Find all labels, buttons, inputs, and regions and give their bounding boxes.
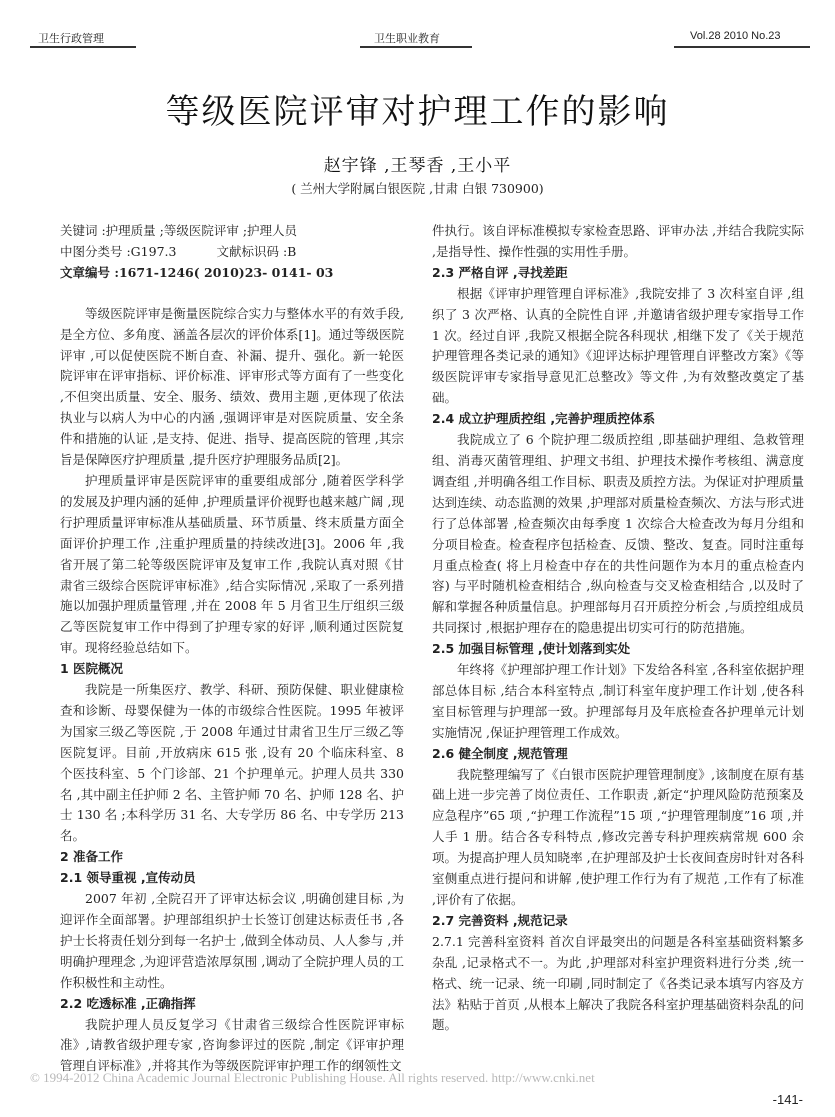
body-paragraph: 我院是一所集医疗、教学、科研、预防保健、职业健康检查和诊断、母婴保健为一体的市级综合性医院。1995 年被评为国家三级乙等医院 ,于 2008 年通过甘肃省卫生厅三级乙等医院复评。目前 ,开放病床 615 张 ,设有 20 个临床科室、8 个医技科室、5 个门诊部、21 个护理单元。护理人员共 330 名 ,其中副主任护师 2 名、主管护师 70 名、护师 128 名、护士 130 名 ;本科学历 31 名、大专学历 86 名、中专学历 213 名。 (60, 682, 404, 844)
clc-number: 中图分类号 :G197.3 (60, 243, 177, 259)
subsection-heading: 2.4 成立护理质控组 ,完善护理质控体系 (432, 411, 656, 427)
subsection-heading: 2.1 领导重视 ,宣传动员 (60, 870, 196, 886)
header-rule-right (674, 46, 810, 48)
body-paragraph: 2007 年初 ,全院召开了评审达标会议 ,明确创建目标 ,为迎评作全面部署。护理部组织护士长签订创建达标责任书 ,各护士长将责任划分到每一名护士 ,做到全体动员、人人参与 ,并明确护理理念 ,为迎评营造浓厚氛围 ,调动了全院护理人员的工作积极性和主动性。 (60, 891, 404, 990)
classification-line (60, 242, 404, 263)
copyright-watermark: © 1994-2012 China Academic Journal Electronic Publishing House. All rights reserved. http://www.cnki.net (30, 1070, 595, 1085)
article-number: 文章编号 :1671-1246( 2010)23- 0141- 03 (60, 264, 334, 280)
section-heading: 2 准备工作 (60, 849, 124, 865)
header-section-label: 卫生行政管理 (38, 33, 104, 45)
intro-paragraph: 护理质量评审是医院评审的重要组成部分 ,随着医学科学的发展及护理内涵的延伸 ,护理质量评价视野也越来越广阔 ,现行护理质量评审标准从基础质量、环节质量、终末质量方面全面评价护理工作 ,注重护理质量的持续改进[3]。2006 年 ,我省开展了第二轮等级医院评审及复审工作 ,我院认真对照《甘肃省三级综合医院评审标准》,结合实际情况 ,采取了一系列措施以加强护理质量管理 ,并在 2008 年 5 月省卫生厅组织三级乙等医院复审工作中得到了护理专家的好评 ,顺利通过医院复审。现将经验总结如下。 (60, 472, 404, 656)
header-journal-name: 卫生职业教育 (374, 33, 440, 45)
header-issue-info: Vol.28 2010 No.23 (690, 30, 781, 42)
subsection-heading: 2.6 健全制度 ,规范管理 (432, 745, 568, 761)
page-number: -141- (772, 1092, 803, 1107)
author-list: 赵宇锋 ,王琴香 ,王小平 (323, 156, 512, 176)
body-paragraph: 件执行。该自评标准模拟专家检查思路、评审办法 ,并结合我院实际 ,是指导性、操作性强的实用性手册。 (432, 223, 804, 259)
right-column (432, 221, 804, 1036)
header-rule-center (360, 46, 472, 48)
body-paragraph: 年终将《护理部护理工作计划》下发给各科室 ,各科室依据护理部总体目标 ,结合本科室特点 ,制订科室年度护理工作计划 ,使各科室目标管理与护理部一致。护理部每月及年底检查各护理单元计划实施情况 ,保证护理管理工作成效。 (432, 662, 804, 740)
section-heading: 1 医院概况 (60, 661, 124, 677)
subsection-heading: 2.2 吃透标准 ,正确指挥 (60, 995, 196, 1011)
subsection-heading: 2.3 严格自评 ,寻找差距 (432, 264, 568, 280)
body-paragraph: 2.7.1 完善科室资料 首次自评最突出的问题是各科室基础资料繁多杂乱 ,记录格式不一。为此 ,护理部对科室护理资料进行分类 ,统一格式、统一记录、统一印刷 ,同时制定了《各类记录本填写内容及方法》粘贴于首页 ,从根本上解决了我院各科室护理基础资料杂乱的问题。 (432, 933, 804, 1033)
left-column (60, 221, 404, 1077)
running-header (30, 28, 810, 48)
author-affiliation: ( 兰州大学附属白银医院 ,甘肃 白银 730900) (291, 181, 544, 196)
body-paragraph: 我院成立了 6 个院护理二级质控组 ,即基础护理组、急救管理组、消毒灭菌管理组、护理文书组、护理技术操作考核组、满意度调查组 ,并明确各组工作目标、职责及质控方法。为保证对护理质量达到连续、动态监测的效果 ,护理部对质量检查频次、方法与形式进行了总体部署 ,检查频次由每季度 1 次综合大检查改为每月分组和分项目检查。检查程序包括检查、反馈、整改、复查。同时注重每月重点检查( 将上月检查中存在的共性问题作为本月的重点检查内容) 与平时随机检查相结合 ,纵向检查与交叉检查相结合 ,以及时了解和掌握各种质量信息。护理部每月召开质控分析会 ,与质控组成员共同探讨 ,根据护理存在的隐患提出切实可行的防范措施。 (432, 432, 804, 636)
subsection-heading: 2.5 加强目标管理 ,使计划落到实处 (432, 641, 631, 657)
body-paragraph: 根据《评审护理管理自评标准》,我院安排了 3 次科室自评 ,组织了 3 次严格、认真的全院性自评 ,并邀请省级护理专家指导工作 1 次。经过自评 ,我院又根据全院各科现状 ,相继下发了《关于规范护理管理各类记录的通知》《迎评达标护理管理自评整改方案》《等级医院评审专家指导意见汇总整改》等文件 ,为有效整改奠定了基础。 (432, 285, 804, 406)
body-paragraph: 我院护理人员反复学习《甘肃省三级综合性医院评审标准》,请教省级护理专家 ,咨询参评过的医院 ,制定《评审护理管理自评标准》,并将其作为等级医院评审护理工作的纲领性文 (60, 1016, 404, 1074)
keywords: 关键词 :护理质量 ;等级医院评审 ;护理人员 (60, 223, 298, 238)
article-title: 等级医院评审对护理工作的影响 (165, 92, 670, 132)
subsection-heading: 2.7 完善资料 ,规范记录 (432, 912, 568, 928)
header-rule-left (30, 46, 136, 48)
body-paragraph: 我院整理编写了《白银市医院护理管理制度》,该制度在原有基础上进一步完善了岗位责任、工作职责 ,新定“护理风险防范预案及应急程序”65 项 ,“护理工作流程”15 项 ,“护理管理制度”16 项 ,并人手 1 册。结合各专科特点 ,修改完善专科护理疾病常规 600 余项。为提高护理人员知晓率 ,在护理部及护士长夜间查房时针对各科室侧重点进行提问和讲解 ,使护理工作行为有了规范 ,工作有了标准 ,评价有了依据。 (432, 766, 804, 907)
document-code: 文献标识码 :B (216, 243, 297, 259)
intro-paragraph: 等级医院评审是衡量医院综合实力与整体水平的有效手段,是全方位、多角度、涵盖各层次的评价体系[1]。通过等级医院评审 ,可以促使医院不断自查、补漏、提升、强化。新一轮医院评审在评审指标、评价标准、评审形式等方面有了一些变化 ,不但突出质量、安全、服务、绩效、费用主题 ,更体现了依法执业与以病人为中心的内涵 ,强调评审是对医院质量、安全条件和措施的认证 ,是支持、促进、指导、提高医院的管理 ,其宗旨是保障医疗护理质量 ,提升医疗护理服务品质[2]。 (60, 305, 404, 468)
